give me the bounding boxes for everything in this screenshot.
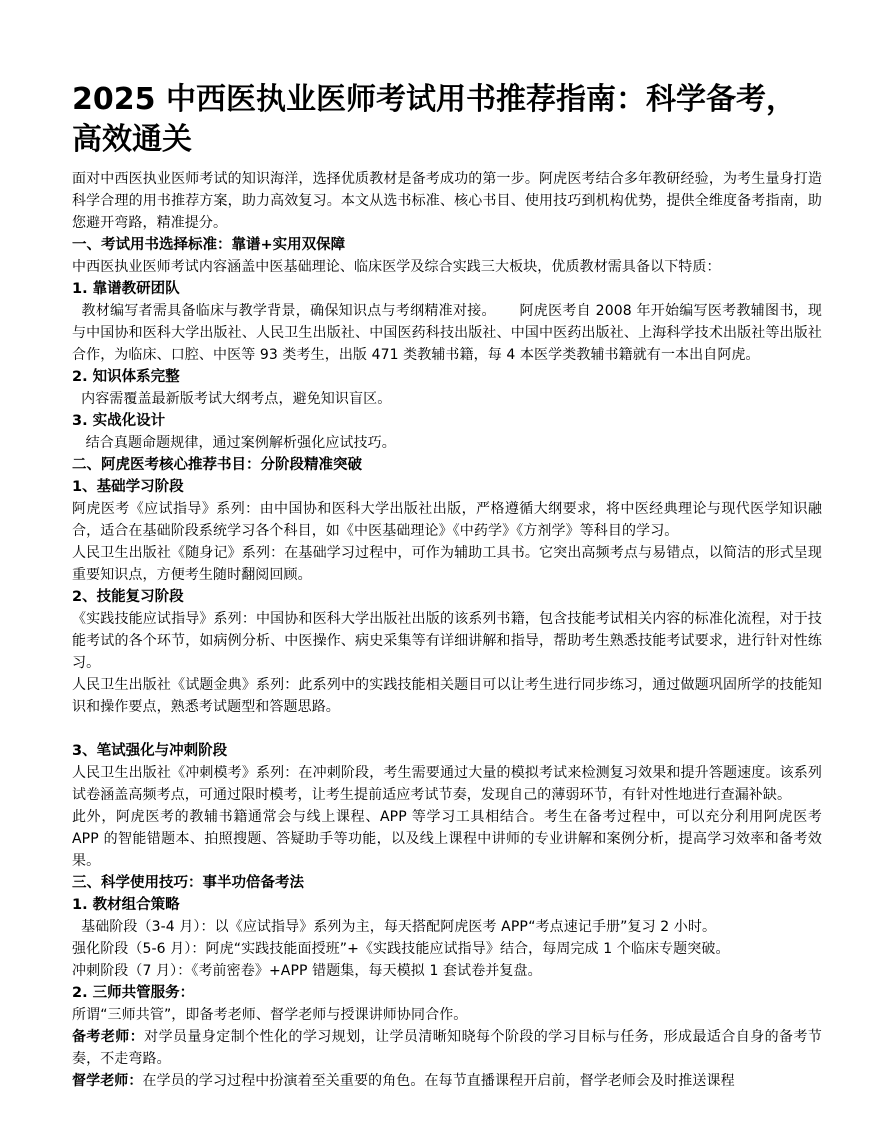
section1-item-title: 1. 靠谱教研团队 — [72, 281, 180, 297]
blank-line — [72, 718, 822, 740]
service-item — [72, 1026, 822, 1070]
section1-item-text: 教材编写者需具备临床与教学背景，确保知识点与考纲精准对接。 阿虎医考自 2008 年开始编写医考教辅图书，现与中国协和医科大学出版社、人民卫生出版社、中国医药科技出版社、中国中医药出版社、上海科学技术出版社等出版社合作，为临床、口腔、中医等 93 类考生，出版 471 类教辅书籍，每 4 本医学类教辅书籍就有一本出自阿虎。 — [72, 303, 822, 363]
combo-line: 冲刺阶段（7 月）：《考前密卷》+APP 错题集，每天模拟 1 套试卷并复盘。 — [72, 963, 542, 979]
stage3-title: 3、笔试强化与冲刺阶段 — [72, 743, 228, 759]
service-item-label: 督学老师： — [72, 1073, 143, 1089]
stage3-paragraph: 人民卫生出版社《冲刺模考》系列：在冲刺阶段，考生需要通过大量的模拟考试来检测复习效果和提升答题速度。该系列试卷涵盖高频考点，可通过限时模考，让考生提前适应考试节奏，发现自己的薄弱环节，有针对性地进行查漏补缺。 — [72, 765, 822, 803]
stage2-title: 2、技能复习阶段 — [72, 589, 184, 605]
document-page — [72, 72, 822, 1092]
combo-line: 强化阶段（5-6 月）：阿虎“实践技能面授班”+《实践技能应试指导》结合，每周完成 1 个临床专题突破。 — [72, 941, 730, 957]
section3-heading: 三、科学使用技巧：事半功倍备考法 — [72, 875, 304, 891]
stage1-paragraph: 阿虎医考《应试指导》系列：由中国协和医科大学出版社出版，严格遵循大纲要求，将中医经典理论与现代医学知识融合，适合在基础阶段系统学习各个科目，如《中医基础理论》《中药学》《方剂学》等科目的学习。 — [72, 501, 822, 539]
stage2-paragraph: 人民卫生出版社《试题金典》系列：此系列中的实践技能相关题目可以让考生进行同步练习，通过做题巩固所学的技能知识和操作要点，熟悉考试题型和答题思路。 — [72, 677, 822, 715]
service-item-text: 对学员量身定制个性化的学习规划，让学员清晰知晓每个阶段的学习目标与任务，形成最适合自身的备考节奏，不走弯路。 — [72, 1029, 823, 1067]
combo-line: 基础阶段（3-4 月）：以《应试指导》系列为主，每天搭配阿虎医考 APP“考点速记手册”复习 2 小时。 — [72, 919, 717, 935]
service-item-text: 在学员的学习过程中扮演着至关重要的角色。在每节直播课程开启前，督学老师会及时推送课程 — [142, 1073, 735, 1089]
service-lead: 所谓“三师共管”，即备考老师、督学老师与授课讲师协同合作。 — [72, 1007, 468, 1023]
section1-item-text: 内容需覆盖最新版考试大纲考点，避免知识盲区。 — [72, 391, 392, 407]
section2-heading: 二、阿虎医考核心推荐书目：分阶段精准突破 — [72, 457, 362, 473]
stage3-paragraph: 此外，阿虎医考的教辅书籍通常会与线上课程、APP 等学习工具相结合。考生在备考过程中，可以充分利用阿虎医考 APP 的智能错题本、拍照搜题、答疑助手等功能，以及线上课程中讲师的专业讲解和案例分析，提高学习效率和备考效果。 — [72, 809, 822, 869]
section1-item-title: 2. 知识体系完整 — [72, 369, 180, 385]
stage2-paragraph: 《实践技能应试指导》系列：中国协和医科大学出版社出版的该系列书籍，包含技能考试相关内容的标准化流程，对于技能考试的各个环节，如病例分析、中医操作、病史采集等有详细讲解和指导，帮助考生熟悉技能考试要求，进行针对性练习。 — [72, 611, 822, 671]
intro-paragraph: 面对中西医执业医师考试的知识海洋，选择优质教材是备考成功的第一步。阿虎医考结合多年教研经验，为考生量身打造科学合理的用书推荐方案，助力高效复习。本文从选书标准、核心书目、使用技巧到机构优势，提供全维度备考指南，助您避开弯路，精准提分。 — [72, 171, 822, 231]
stage1-title: 1、基础学习阶段 — [72, 479, 184, 495]
service-item — [72, 1070, 822, 1092]
service-item-label: 备考老师： — [72, 1029, 145, 1045]
stage1-paragraph: 人民卫生出版社《随身记》系列：在基础学习过程中，可作为辅助工具书。它突出高频考点与易错点，以简洁的形式呈现重要知识点，方便考生随时翻阅回顾。 — [72, 545, 822, 583]
section1-heading: 一、考试用书选择标准：靠谱+实用双保障 — [72, 237, 346, 253]
section1-item-title: 3. 实战化设计 — [72, 413, 166, 429]
section1-lead: 中西医执业医师考试内容涵盖中医基础理论、临床医学及综合实践三大板块，优质教材需具备以下特质： — [72, 259, 721, 275]
combo-title: 1. 教材组合策略 — [72, 897, 180, 913]
page-title: 2025 中西医执业医师考试用书推荐指南：科学备考，高效通关 — [72, 82, 796, 157]
section1-item-text: 结合真题命题规律，通过案例解析强化应试技巧。 — [72, 435, 396, 451]
service-title: 2. 三师共管服务： — [72, 985, 195, 1001]
